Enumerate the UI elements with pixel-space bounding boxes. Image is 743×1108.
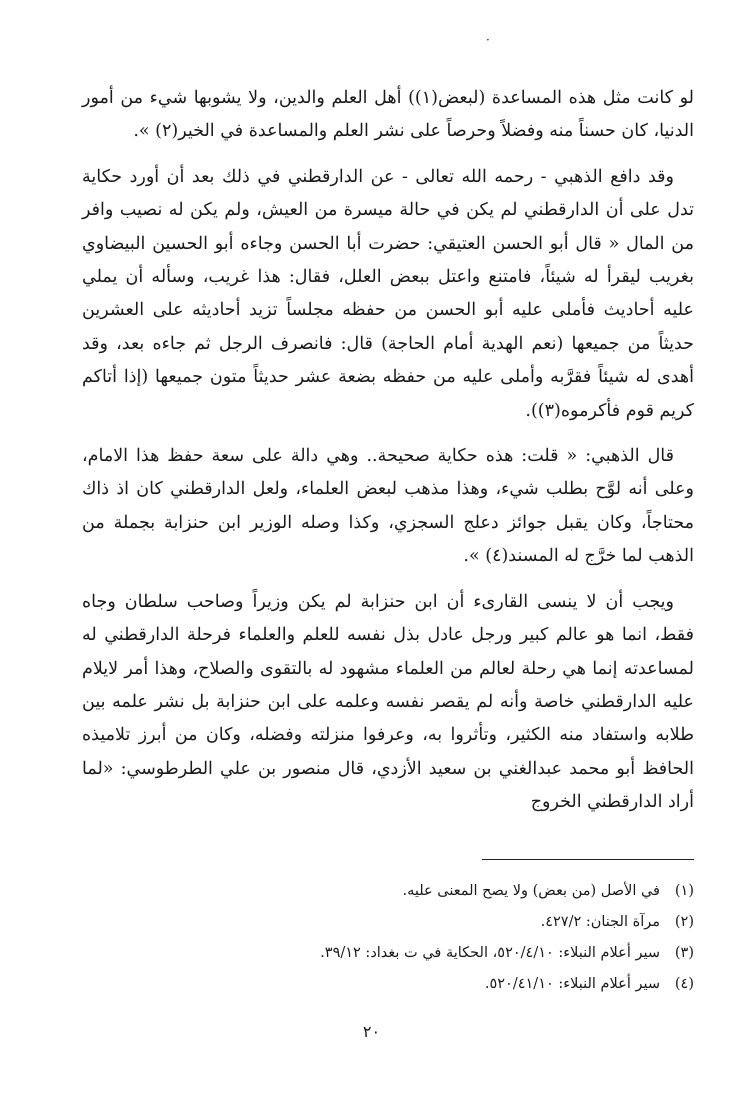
- footnote-text: سير أعلام النبلاء: ٥٢٠/٤/١٠، الحكاية في ت بغداد: ٣٩/١٢.: [320, 945, 660, 961]
- scan-speck: ·: [486, 33, 490, 47]
- footnote-4: [82, 969, 694, 1000]
- footnote-separator: [482, 859, 694, 860]
- footnote-number: (٣): [674, 945, 694, 961]
- footnotes: [82, 876, 694, 1000]
- footnote-2: [82, 907, 694, 938]
- paragraph-continuation: لو كانت مثل هذه المساعدة (لبعض(١)) أهل العلم والدين، ولا يشوبها شيء من أمور الدنيا، كان حسناً منه وفضلاً وحرصاً على نشر العلم والمساعدة في الخير(٢) ».: [82, 88, 694, 142]
- footnote-number: (٤): [674, 976, 694, 992]
- footnote-text: مرآة الجنان: ٤٢٧/٢.: [540, 914, 660, 930]
- page-number: ٢٠: [362, 1022, 381, 1041]
- footnote-3: [82, 938, 694, 969]
- paragraph-dhahabi-defense: وقد دافع الذهبي - رحمه الله تعالى - عن الدارقطني في ذلك بعد أن أورد حكاية تدل على أن الدارقطني لم يكن في حالة ميسرة من العيش، ولم يكن له نصيب وافر من المال « قال أبو الحسن العتيقي: حضرت أبا الحسن وجاءه أبو الحسين البيضاوي بغريب ليقرأ له شيئاً، فامتنع واعتل ببعض العلل، فقال: هذا غريب، وسأله أن يملي عليه أحاديث فأملى عليه أبو الحسن من حفظه مجلساً تزيد أحاديثه على العشرين حديثاً من جميعها (نعم الهدية أمام الحاجة) قال: فانصرف الرجل ثم جاءه بعد، وقد أهدى له شيئاً فقرَّبه وأملى عليه من حفظه بضعة عشر حديثاً متون جميعها (إذا أتاكم كريم قوم فأكرموه(٣)).: [82, 166, 694, 421]
- paragraph-ibn-hinzaba: ويجب أن لا ينسى القارىء أن ابن حنزابة لم يكن وزيراً وصاحب سلطان وجاه فقط، انما هو عالم كبير ورجل عادل بذل نفسه للعلم والعلماء فرحلة الدارقطني له لمساعدته إنما هي رحلة لعالم من العلماء مشهود له بالتقوى والصلاح، وهذا أمر لايلام عليه الدارقطني خاصة وأنه لم يقصر نفسه وعلمه على ابن حنزابة بل نشر علمه بين طلابه واستفاد منه الكثير، وتأثروا به، وعرفوا منزلته وفضله، وكان من أبرز تلاميذه الحافظ أبو محمد عبدالغني بن سعيد الأزدي، قال منصور بن علي الطرطوسي: «لما أراد الدارقطني الخروج: [82, 591, 694, 813]
- footnote-1: [82, 876, 694, 907]
- footnote-text: سير أعلام النبلاء: ٥٢٠/٤١/١٠.: [484, 976, 660, 992]
- paragraph-dhahabi-quote: قال الذهبي: « قلت: هذه حكاية صحيحة.. وهي دالة على سعة حفظ هذا الامام، وعلى أنه لوَّح بطلب شيء، وهذا مذهب لبعض العلماء، ولعل الدارقطني كان اذ ذاك محتاجاً، وكان يقبل جوائز دعلج السجزي، وكذا وصله الوزير ابن حنزابة بجملة من الذهب لما خرَّج له المسند(٤) ».: [82, 446, 694, 567]
- footnote-number: (١): [674, 883, 694, 899]
- main-text: [82, 82, 694, 820]
- footnote-number: (٢): [674, 914, 694, 930]
- footnote-text: في الأصل (من بعض) ولا يصح المعنى عليه.: [402, 883, 660, 899]
